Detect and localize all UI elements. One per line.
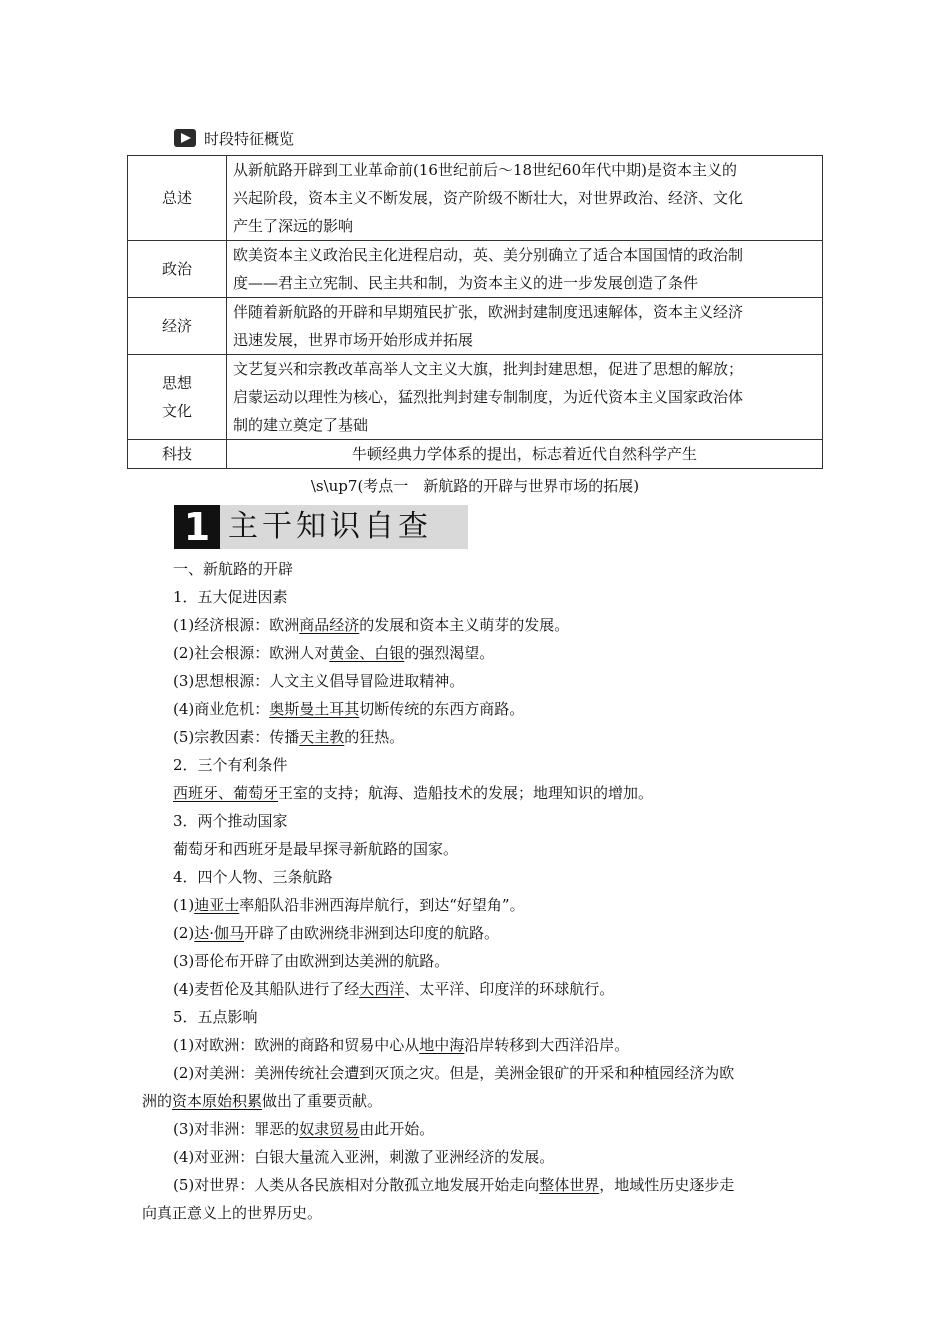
- text-line: [142, 1003, 812, 1031]
- text-segment: 洲的: [142, 1092, 173, 1110]
- section-banner: [174, 505, 468, 549]
- text-segment: (4)麦哲伦及其船队进行了经: [173, 980, 360, 998]
- text-line: [142, 1031, 812, 1059]
- text-line: [142, 667, 812, 695]
- text-line: [142, 555, 812, 583]
- text-segment: (4)对亚洲：白银大量流入亚洲，刺激了亚洲经济的发展。: [173, 1148, 555, 1166]
- text-segment: 葡萄牙和西班牙是最早探寻新航路的国家。: [173, 840, 459, 858]
- banner-title: 主干知识自查: [220, 505, 468, 549]
- text-segment: 向真正意义上的世界历史。: [142, 1204, 323, 1222]
- text-segment: (5)对世界：人类从各民族相对分散孤立地发展开始走向: [173, 1176, 540, 1194]
- row-text-line: 迅速发展，世界市场开始形成并拓展: [233, 331, 474, 349]
- row-key-line: 总述: [161, 189, 192, 207]
- text-segment: 一、新航路的开辟: [173, 560, 294, 578]
- row-key: [128, 440, 227, 469]
- text-line: [142, 919, 812, 947]
- text-line: [142, 695, 812, 723]
- row-key: [128, 156, 227, 241]
- underlined-answer: 地中海: [419, 1036, 465, 1054]
- underlined-answer: 达·伽马: [194, 924, 245, 942]
- text-segment: (5)宗教因素：传播: [173, 728, 300, 746]
- row-key-line: 思想: [161, 374, 192, 392]
- underlined-answer: 西班牙、葡萄牙: [173, 784, 279, 802]
- text-line: [142, 1199, 812, 1227]
- text-segment: 2．三个有利条件: [173, 756, 288, 774]
- row-text: [227, 156, 823, 241]
- row-text-line: 牛顿经典力学体系的提出，标志着近代自然科学产生: [351, 445, 697, 463]
- row-text-line: 制的建立奠定了基础: [233, 416, 369, 434]
- row-text: [227, 241, 823, 298]
- underlined-answer: 大西洋: [359, 980, 405, 998]
- text-line: [142, 891, 812, 919]
- text-segment: 做出了重要贡献。: [262, 1092, 383, 1110]
- text-segment: (4)商业危机：: [173, 700, 270, 718]
- row-key-line: 文化: [161, 402, 192, 420]
- text-line: [142, 1087, 812, 1115]
- text-line: [142, 807, 812, 835]
- table-row: [128, 440, 823, 469]
- row-text-line: 兴起阶段，资本主义不断发展，资产阶级不断壮大，对世界政治、经济、文化: [233, 189, 744, 207]
- text-line: [142, 779, 812, 807]
- row-key-line: 政治: [161, 260, 192, 278]
- underlined-answer: 黄金、白银: [329, 644, 405, 662]
- text-line: [142, 1059, 812, 1087]
- text-line: [142, 863, 812, 891]
- row-text-line: 伴随着新航路的开辟和早期殖民扩张，欧洲封建制度迅速解体，资本主义经济: [233, 303, 744, 321]
- banner-number: 1: [174, 505, 220, 549]
- text-line: [142, 751, 812, 779]
- text-segment: (2)社会根源：欧洲人对: [173, 644, 330, 662]
- text-segment: 由此开始。: [359, 1120, 435, 1138]
- underlined-answer: 整体世界: [539, 1176, 600, 1194]
- text-line: [142, 1143, 812, 1171]
- text-segment: (3)思想根源：人文主义倡导冒险进取精神。: [173, 672, 465, 690]
- row-key-line: 经济: [161, 317, 192, 335]
- period-overview-table: [127, 155, 823, 469]
- row-text-line: 启蒙运动以理性为核心，猛烈批判封建专制制度，为近代资本主义国家政治体: [233, 388, 744, 406]
- underlined-answer: 天主教: [299, 728, 345, 746]
- text-segment: 切断传统的东西方商路。: [359, 700, 525, 718]
- text-segment: (3)对非洲：罪恶的: [173, 1120, 300, 1138]
- row-text-line: 欧美资本主义政治民主化进程启动，英、美分别确立了适合本国国情的政治制: [233, 246, 744, 264]
- underlined-answer: 奴隶贸易: [299, 1120, 360, 1138]
- section-code-line: \s\up7(考点一 新航路的开辟与世界市场的拓展): [310, 477, 640, 495]
- text-line: [142, 639, 812, 667]
- row-key-line: 科技: [161, 445, 192, 463]
- text-segment: 3．两个推动国家: [173, 812, 288, 830]
- row-key: [128, 298, 227, 355]
- row-text-line: 从新航路开辟到工业革命前(16世纪前后～18世纪60年代中期)是资本主义的: [233, 161, 737, 179]
- underlined-answer: 商品经济: [299, 616, 360, 634]
- row-text: [227, 355, 823, 440]
- table-row: [128, 355, 823, 440]
- text-line: [142, 611, 812, 639]
- text-line: [142, 1171, 812, 1199]
- row-text: [227, 440, 823, 469]
- table-row: [128, 156, 823, 241]
- text-segment: (1)经济根源：欧洲: [173, 616, 300, 634]
- text-line: [142, 723, 812, 751]
- text-segment: 5．五点影响: [173, 1008, 258, 1026]
- text-segment: ，地域性历史逐步走: [599, 1176, 735, 1194]
- text-line: [142, 1115, 812, 1143]
- text-segment: (2): [173, 924, 195, 942]
- row-text: [227, 298, 823, 355]
- text-segment: 1．五大促进因素: [173, 588, 288, 606]
- text-line: [142, 975, 812, 1003]
- text-segment: 王室的支持；航海、造船技术的发展；地理知识的增加。: [278, 784, 654, 802]
- underlined-answer: 迪亚士: [194, 896, 240, 914]
- play-icon: [174, 129, 196, 147]
- text-segment: 4．四个人物、三条航路: [173, 868, 333, 886]
- row-text-line: 文艺复兴和宗教改革高举人文主义大旗，批判封建思想，促进了思想的解放；: [233, 360, 744, 378]
- knowledge-content: [142, 555, 812, 1227]
- text-line: [142, 835, 812, 863]
- text-line: [142, 583, 812, 611]
- text-segment: (3)哥伦布开辟了由欧洲到达美洲的航路。: [173, 952, 450, 970]
- row-text-line: 度——君主立宪制、民主共和制，为资本主义的进一步发展创造了条件: [233, 274, 699, 292]
- text-segment: 率船队沿非洲西海岸航行，到达“好望角”。: [239, 896, 525, 914]
- overview-title: 时段特征概览: [204, 129, 295, 148]
- text-segment: 开辟了由欧洲绕非洲到达印度的航路。: [244, 924, 500, 942]
- row-key: [128, 355, 227, 440]
- text-segment: (1): [173, 896, 195, 914]
- text-segment: (2)对美洲：美洲传统社会遭到灭顶之灾。但是，美洲金银矿的开采和种植园经济为欧: [173, 1064, 735, 1082]
- text-segment: 、太平洋、印度洋的环球航行。: [404, 980, 615, 998]
- underlined-answer: 奥斯曼土耳其: [269, 700, 360, 718]
- underlined-answer: 资本原始积累: [172, 1092, 263, 1110]
- row-text-line: 产生了深远的影响: [233, 217, 354, 235]
- text-line: [142, 947, 812, 975]
- row-key: [128, 241, 227, 298]
- text-segment: 沿岸转移到大西洋沿岸。: [464, 1036, 630, 1054]
- text-segment: 的发展和资本主义萌芽的发展。: [359, 616, 570, 634]
- overview-header: [174, 127, 294, 149]
- text-segment: 的强烈渴望。: [404, 644, 495, 662]
- table-row: [128, 298, 823, 355]
- table-row: [128, 241, 823, 298]
- text-segment: 的狂热。: [344, 728, 405, 746]
- text-segment: (1)对欧洲：欧洲的商路和贸易中心从: [173, 1036, 420, 1054]
